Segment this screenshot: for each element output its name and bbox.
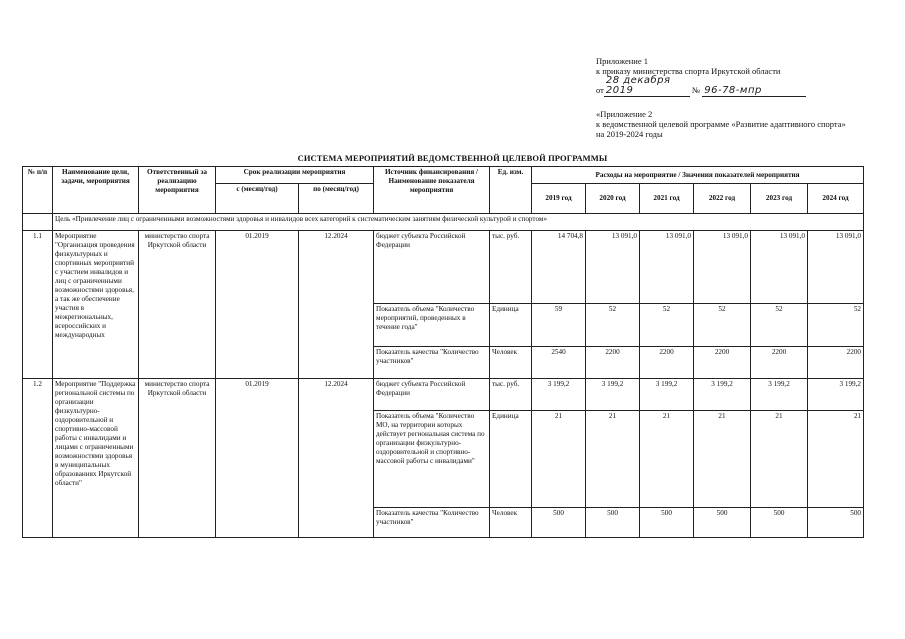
value-cell: 21 — [640, 411, 694, 508]
value-cell: 3 199,2 — [586, 379, 640, 411]
value-cell: 500 — [808, 508, 864, 538]
table-row — [23, 379, 864, 411]
source-cell: Показатель качества "Количество участников" — [374, 347, 490, 379]
unit-cell: Единица — [490, 411, 532, 508]
activity-to: 12.2024 — [299, 379, 374, 538]
value-cell: 3 199,2 — [640, 379, 694, 411]
header-expenses: Расходы на мероприятие / Значения показателей мероприятия — [532, 167, 864, 184]
value-cell: 52 — [808, 304, 864, 347]
activity-responsible: министерство спорта Иркутской области — [139, 231, 216, 379]
handwritten-date: 28 декабря 2019 — [604, 76, 690, 97]
activity-to: 12.2024 — [299, 231, 374, 379]
header-source: Источник финансирования / Наименование показателя мероприятия — [374, 167, 490, 214]
unit-cell: Человек — [490, 508, 532, 538]
activity-responsible: министерство спорта Иркутской области — [139, 379, 216, 538]
handwritten-number: 96-78-мпр — [702, 86, 806, 97]
source-cell: Показатель объема "Количество МО, на территории которых действует региональная система по организации физкультурно-оздоровительной и спортивно-массовой работы с инвалидами" — [374, 411, 490, 508]
activity-name: Мероприятие "Организация проведения физкультурных и спортивных мероприятий с участием инвалидов и лиц с ограниченными возможностями здоровья, а так же обеспечение участия в межрегиональных, всероссийских и международных — [53, 231, 139, 379]
source-cell: бюджет субъекта Российской Федерации — [374, 231, 490, 304]
value-cell: 2200 — [808, 347, 864, 379]
value-cell: 52 — [640, 304, 694, 347]
header-year: 2023 год — [751, 184, 808, 214]
header-year: 2024 год — [808, 184, 864, 214]
activity-from: 01.2019 — [216, 231, 299, 379]
value-cell: 2200 — [640, 347, 694, 379]
document-header — [596, 56, 886, 139]
appendix2-line: «Приложение 2 — [596, 109, 653, 119]
header-year: 2019 год — [532, 184, 586, 214]
value-cell: 3 199,2 — [808, 379, 864, 411]
value-cell: 2200 — [586, 347, 640, 379]
header-num: № п/п — [23, 167, 53, 214]
header-year: 2021 год — [640, 184, 694, 214]
value-cell: 2200 — [751, 347, 808, 379]
order-line: к приказу министерства спорта Иркутской области — [596, 66, 781, 76]
value-cell: 500 — [586, 508, 640, 538]
source-cell: Показатель качества "Количество участников" — [374, 508, 490, 538]
value-cell: 13 091,0 — [586, 231, 640, 304]
source-cell: Показатель объема "Количество мероприятий, проведенных в течение года" — [374, 304, 490, 347]
unit-cell: тыс. руб. — [490, 379, 532, 411]
value-cell: 500 — [694, 508, 751, 538]
goal-row: Цель «Привлечение лиц с ограниченными возможностями здоровья и инвалидов всех категорий к систематическим занятиям физической культурой и спортом» — [53, 214, 864, 231]
years-line: на 2019-2024 годы — [596, 129, 663, 139]
value-cell: 2540 — [532, 347, 586, 379]
value-cell: 52 — [694, 304, 751, 347]
header-responsible: Ответственный за реализацию мероприятия — [139, 167, 216, 214]
header-period: Срок реализации мероприятия — [216, 167, 374, 184]
program-line: к ведомственной целевой программе «Развитие адаптивного спорта» — [596, 119, 846, 129]
value-cell: 3 199,2 — [751, 379, 808, 411]
number-prefix: № — [691, 85, 701, 95]
value-cell: 13 091,0 — [640, 231, 694, 304]
activity-num: 1.1 — [23, 231, 53, 379]
from-prefix: от — [596, 85, 604, 95]
header-unit: Ед. изм. — [490, 167, 532, 214]
value-cell: 21 — [586, 411, 640, 508]
appendix1-line: Приложение 1 — [596, 56, 648, 66]
value-cell: 21 — [751, 411, 808, 508]
value-cell: 3 199,2 — [694, 379, 751, 411]
value-cell: 59 — [532, 304, 586, 347]
header-period-from: с (месяц/год) — [216, 184, 299, 214]
header-period-to: по (месяц/год) — [299, 184, 374, 214]
value-cell: 500 — [640, 508, 694, 538]
value-cell: 13 091,0 — [694, 231, 751, 304]
value-cell: 52 — [751, 304, 808, 347]
activity-name: Мероприятие "Поддержка региональной системы по организации физкультурно-оздоровительной и спортивно-массовой работы с инвалидами и лицами с ограниченными возможностями здоровья в муниципальных образованиях Иркутской области" — [53, 379, 139, 538]
value-cell: 21 — [808, 411, 864, 508]
activity-from: 01.2019 — [216, 379, 299, 538]
unit-cell: Единица — [490, 304, 532, 347]
unit-cell: Человек — [490, 347, 532, 379]
value-cell: 2200 — [694, 347, 751, 379]
header-year: 2020 год — [586, 184, 640, 214]
value-cell: 13 091,0 — [751, 231, 808, 304]
value-cell: 3 199,2 — [532, 379, 586, 411]
value-cell: 500 — [751, 508, 808, 538]
value-cell: 14 704,8 — [532, 231, 586, 304]
value-cell: 500 — [532, 508, 586, 538]
value-cell: 21 — [532, 411, 586, 508]
activities-table — [22, 166, 864, 538]
page-title: СИСТЕМА МЕРОПРИЯТИЙ ВЕДОМСТВЕННОЙ ЦЕЛЕВОЙ ПРОГРАММЫ — [297, 153, 608, 163]
activity-num: 1.2 — [23, 379, 53, 538]
header-name: Наименование цели, задачи, мероприятия — [53, 167, 139, 214]
value-cell: 21 — [694, 411, 751, 508]
date-number-line — [596, 76, 886, 97]
value-cell: 13 091,0 — [808, 231, 864, 304]
table-row — [23, 231, 864, 304]
source-cell: бюджет субъекта Российской Федерации — [374, 379, 490, 411]
value-cell: 52 — [586, 304, 640, 347]
unit-cell: тыс. руб. — [490, 231, 532, 304]
header-year: 2022 год — [694, 184, 751, 214]
